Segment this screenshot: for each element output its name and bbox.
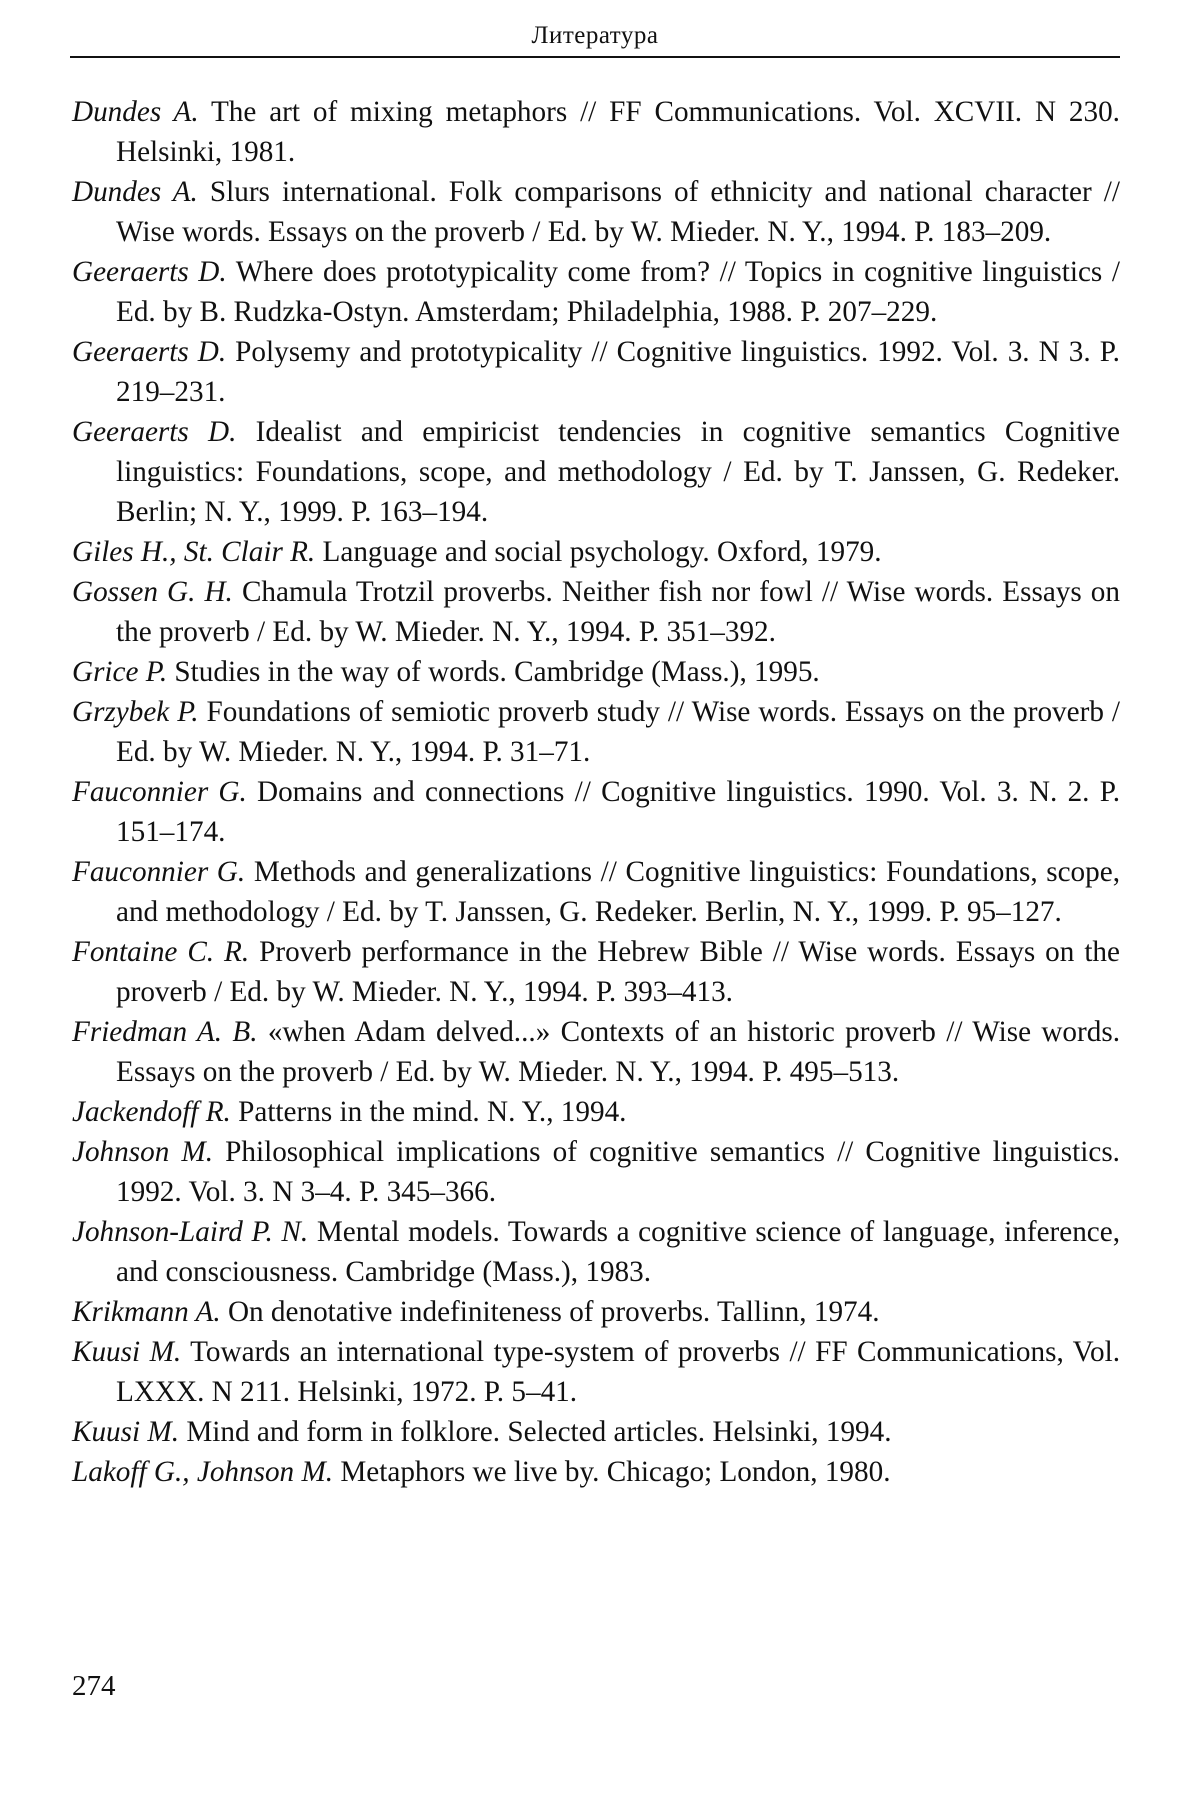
entry-author: Grice P. bbox=[72, 656, 168, 688]
bibliography-entry bbox=[72, 1212, 1120, 1292]
header-rule bbox=[70, 56, 1120, 58]
bibliography-entry bbox=[72, 1092, 1120, 1132]
entry-text: Proverb performance in the Hebrew Bible // Wise words. Essays on the proverb / Ed. by W. Mieder. N. Y., 1994. P. 393–413. bbox=[116, 936, 1120, 1008]
bibliography-entry bbox=[72, 172, 1120, 252]
entry-text: Mental models. Towards a cognitive science of language, inference, and consciousness. Cambridge (Mass.), 1983. bbox=[116, 1216, 1120, 1288]
entry-author: Geeraerts D. bbox=[72, 336, 227, 368]
entry-text: Polysemy and prototypicality // Cognitive linguistics. 1992. Vol. 3. N 3. P. 219–231. bbox=[116, 336, 1120, 408]
bibliography-entry bbox=[72, 1452, 1120, 1492]
entry-text: Domains and connections // Cognitive linguistics. 1990. Vol. 3. N. 2. P. 151–174. bbox=[116, 776, 1120, 848]
entry-author: Geeraerts D. bbox=[72, 416, 237, 448]
entry-author: Johnson-Laird P. N. bbox=[72, 1216, 309, 1248]
entry-text: Chamula Trotzil proverbs. Neither fish nor fowl // Wise words. Essays on the proverb / Ed. by W. Mieder. N. Y., 1994. P. 351–392. bbox=[116, 576, 1120, 648]
entry-author: Krikmann A. bbox=[72, 1296, 221, 1328]
entry-text: Patterns in the mind. N. Y., 1994. bbox=[230, 1096, 627, 1128]
bibliography-list bbox=[72, 92, 1120, 1492]
bibliography-entry bbox=[72, 1332, 1120, 1412]
entry-author: Dundes A. bbox=[72, 176, 198, 208]
running-head: Литература bbox=[531, 22, 659, 49]
bibliography-entry bbox=[72, 1132, 1120, 1212]
bibliography-entry bbox=[72, 1292, 1120, 1332]
bibliography-entry bbox=[72, 852, 1120, 932]
entry-author: Gossen G. H. bbox=[72, 576, 233, 608]
bibliography-entry bbox=[72, 412, 1120, 532]
entry-text: Studies in the way of words. Cambridge (Mass.), 1995. bbox=[167, 656, 820, 688]
entry-text: Language and social psychology. Oxford, 1979. bbox=[315, 536, 882, 568]
bibliography-entry bbox=[72, 772, 1120, 852]
bibliography-entry bbox=[72, 572, 1120, 652]
entry-text: On denotative indefiniteness of proverbs. Tallinn, 1974. bbox=[220, 1296, 880, 1328]
entry-author: Giles H., St. Clair R. bbox=[72, 536, 316, 568]
bibliography-entry bbox=[72, 252, 1120, 332]
entry-author: Geeraerts D. bbox=[72, 256, 227, 288]
bibliography-entry bbox=[72, 92, 1120, 172]
entry-text: Idealist and empiricist tendencies in cognitive semantics Cognitive linguistics: Foundations, scope, and methodology / Ed. by T. Janssen, G. Redeker. Berlin; N. Y., 1999. P. 163–194. bbox=[116, 416, 1120, 528]
bibliography-entry bbox=[72, 332, 1120, 412]
bibliography-entry bbox=[72, 932, 1120, 1012]
entry-text: Methods and generalizations // Cognitive linguistics: Foundations, scope, and methodology / Ed. by T. Janssen, G. Redeker. Berlin, N. Y., 1999. P. 95–127. bbox=[116, 856, 1120, 928]
entry-text: Mind and form in folklore. Selected articles. Helsinki, 1994. bbox=[179, 1416, 892, 1448]
entry-author: Grzybek P. bbox=[72, 696, 199, 728]
bibliography-entry bbox=[72, 1412, 1120, 1452]
entry-text: Foundations of semiotic proverb study // Wise words. Essays on the proverb / Ed. by W. Mieder. N. Y., 1994. P. 31–71. bbox=[116, 696, 1120, 768]
entry-author: Kuusi M. bbox=[72, 1416, 180, 1448]
entry-text: «when Adam delved...» Contexts of an historic proverb // Wise words. Essays on the proverb / Ed. by W. Mieder. N. Y., 1994. P. 495–513. bbox=[116, 1016, 1120, 1088]
entry-text: Towards an international type-system of proverbs // FF Communications, Vol. LXXX. N 211. Helsinki, 1972. P. 5–41. bbox=[116, 1336, 1121, 1408]
entry-author: Friedman A. B. bbox=[72, 1016, 258, 1048]
entry-text: Slurs international. Folk comparisons of ethnicity and national character // Wise words. Essays on the proverb / Ed. by W. Mieder. N. Y., 1994. P. 183–209. bbox=[116, 176, 1120, 248]
entry-author: Lakoff G., Johnson M. bbox=[72, 1456, 334, 1488]
entry-text: The art of mixing metaphors // FF Communications. Vol. XCVII. N 230. Helsinki, 1981. bbox=[116, 96, 1120, 168]
entry-text: Metaphors we live by. Chicago; London, 1980. bbox=[333, 1456, 891, 1488]
entry-text: Philosophical implications of cognitive semantics // Cognitive linguistics. 1992. Vol. 3. N 3–4. P. 345–366. bbox=[116, 1136, 1120, 1208]
page-number: 274 bbox=[72, 1670, 116, 1702]
bibliography-entry bbox=[72, 1012, 1120, 1092]
entry-author: Dundes A. bbox=[72, 96, 199, 128]
entry-author: Jackendoff R. bbox=[72, 1096, 231, 1128]
bibliography-entry bbox=[72, 532, 1120, 572]
entry-author: Johnson M. bbox=[72, 1136, 214, 1168]
entry-author: Fauconnier G. bbox=[72, 776, 247, 808]
entry-text: Where does prototypicality come from? // Topics in cognitive linguistics / Ed. by B. Rudzka-Ostyn. Amsterdam; Philadelphia, 1988. P. 207–229. bbox=[116, 256, 1120, 328]
entry-author: Kuusi M. bbox=[72, 1336, 182, 1368]
bibliography-entry bbox=[72, 652, 1120, 692]
entry-author: Fontaine C. R. bbox=[72, 936, 250, 968]
bibliography-entry bbox=[72, 692, 1120, 772]
entry-author: Fauconnier G. bbox=[72, 856, 246, 888]
